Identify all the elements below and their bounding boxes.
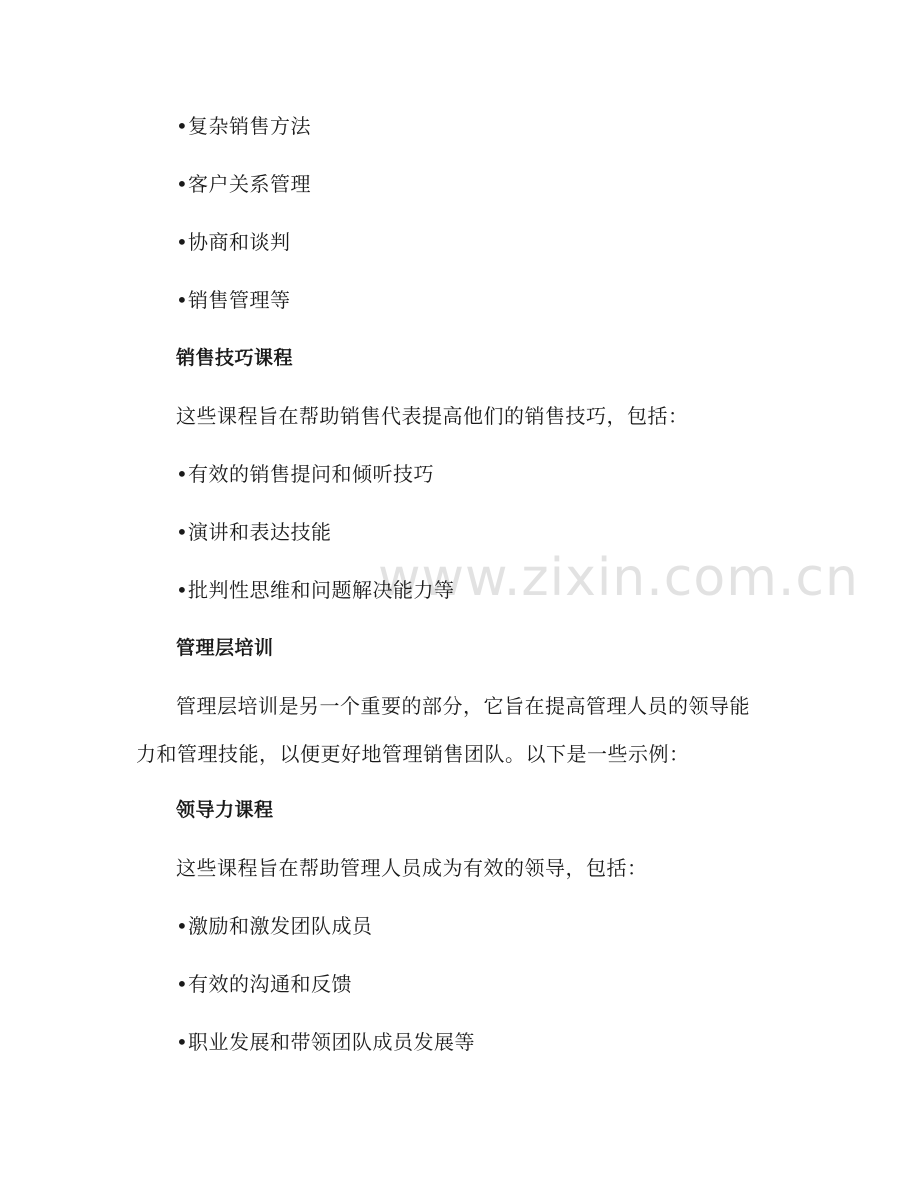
list-item — [176, 230, 291, 254]
list-item-text: 有效的沟通和反馈 — [188, 972, 352, 996]
bullet: • — [176, 288, 189, 312]
list-item — [176, 172, 311, 196]
paragraph-line: 管理层培训是另一个重要的部分，它旨在提高管理人员的领导能 — [176, 694, 750, 718]
list-item-text: 销售管理等 — [188, 288, 291, 312]
list-item — [176, 578, 455, 602]
bullet: • — [176, 1030, 189, 1054]
section-heading: 销售技巧课程 — [176, 347, 294, 369]
section-intro: 这些课程旨在帮助销售代表提高他们的销售技巧，包括： — [176, 404, 689, 428]
list-item-text: 协商和谈判 — [188, 230, 291, 254]
list-item-text: 职业发展和带领团队成员发展等 — [188, 1030, 475, 1054]
bullet: • — [176, 462, 189, 486]
bullet: • — [176, 230, 189, 254]
section-heading: 管理层培训 — [176, 637, 274, 659]
bullet: • — [176, 114, 189, 138]
bullet: • — [176, 914, 189, 938]
list-item — [176, 914, 373, 938]
list-item — [176, 288, 291, 312]
paragraph-line: 力和管理技能，以便更好地管理销售团队。以下是一些示例： — [136, 742, 690, 766]
list-item-text: 客户关系管理 — [188, 172, 311, 196]
list-item-text: 演讲和表达技能 — [188, 520, 332, 544]
list-item — [176, 462, 434, 486]
bullet: • — [176, 578, 189, 602]
list-item-text: 有效的销售提问和倾听技巧 — [188, 462, 434, 486]
list-item-text: 批判性思维和问题解决能力等 — [188, 578, 455, 602]
list-item — [176, 972, 352, 996]
section-heading: 领导力课程 — [176, 799, 274, 821]
bullet: • — [176, 972, 189, 996]
bullet: • — [176, 172, 189, 196]
bullet: • — [176, 520, 189, 544]
section-intro: 这些课程旨在帮助管理人员成为有效的领导，包括： — [176, 856, 648, 880]
list-item — [176, 1030, 475, 1054]
list-item-text: 复杂销售方法 — [188, 114, 311, 138]
list-item — [176, 520, 332, 544]
watermark: www.zixin.com.cn — [378, 548, 859, 608]
list-item-text: 激励和激发团队成员 — [188, 914, 373, 938]
list-item — [176, 114, 311, 138]
